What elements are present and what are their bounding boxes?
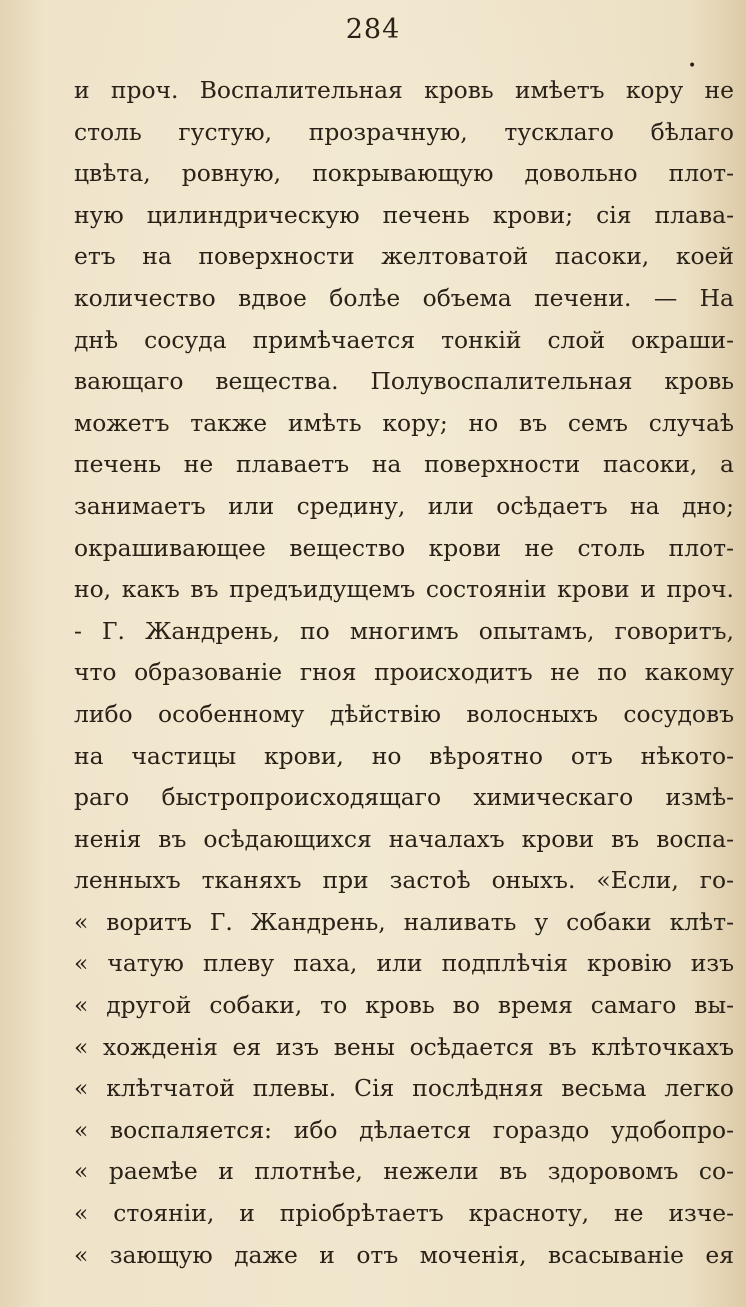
text-line: что образованіе гноя происходитъ не по какому [74,658,734,687]
text-line: « воспаляется: ибо дѣлается гораздо удобопро- [74,1115,734,1144]
text-line: « воритъ Г. Жандрень, наливать у собаки клѣт- [74,907,734,936]
text-line: ленныхъ тканяхъ при застоѣ оныхъ. «Если, го- [74,866,734,895]
text-line: - Г. Жандрень, по многимъ опытамъ, говоритъ, [74,616,734,645]
text-line: ненія въ осѣдающихся началахъ крови въ воспа- [74,824,734,853]
text-line: и проч. Воспалительная кровь имѣетъ кору не [74,76,734,104]
text-line: занимаетъ или средину, или осѣдаетъ на дно; [74,491,734,520]
text-line: « раемѣе и плотнѣе, нежели въ здоровомъ со- [74,1157,734,1186]
body-text [74,70,734,1276]
text-line: окрашивающее вещество крови не столь плот- [74,533,734,562]
text-line: раго быстропроисходящаго химическаго измѣ- [74,783,734,812]
page-number: 284 [345,14,401,45]
text-line: столь густую, прозрачную, тусклаго бѣлаго [74,117,734,146]
text-line: можетъ также имѣть кору; но въ семъ случаѣ [74,408,734,437]
text-line: но, какъ въ предъидущемъ состояніи крови и проч. [74,575,734,604]
text-line: « стояніи, и пріобрѣтаетъ красноту, не изче- [74,1199,734,1228]
text-line: цвѣта, ровную, покрывающую довольно плот- [74,159,734,188]
text-line: « клѣтчатой плевы. Сія послѣдняя весьма легко [74,1074,734,1103]
text-line: « другой собаки, то кровь во время самаго вы- [74,991,734,1020]
text-line: « зающую даже и отъ моченія, всасываніе ея [74,1240,734,1269]
printer-mark: • [688,58,697,74]
text-line: количество вдвое болѣе объема печени. — На [74,283,734,312]
text-line: « чатую плеву паха, или подплѣчія кровію изъ [74,949,734,978]
text-line: ную цилиндрическую печень крови; сія плава- [74,200,734,229]
text-line: на частицы крови, но вѣроятно отъ нѣкото- [74,741,734,770]
text-line: либо особенному дѣйствію волосныхъ сосудовъ [74,699,734,728]
text-line: « хожденія ея изъ вены осѣдается въ клѣточкахъ [74,1032,734,1061]
text-line: днѣ сосуда примѣчается тонкій слой окраши- [74,325,734,354]
text-line: вающаго вещества. Полувоспалительная кровь [74,367,734,396]
text-line: етъ на поверхности желтоватой пасоки, коей [74,242,734,271]
text-line: печень не плаваетъ на поверхности пасоки, а [74,450,734,479]
